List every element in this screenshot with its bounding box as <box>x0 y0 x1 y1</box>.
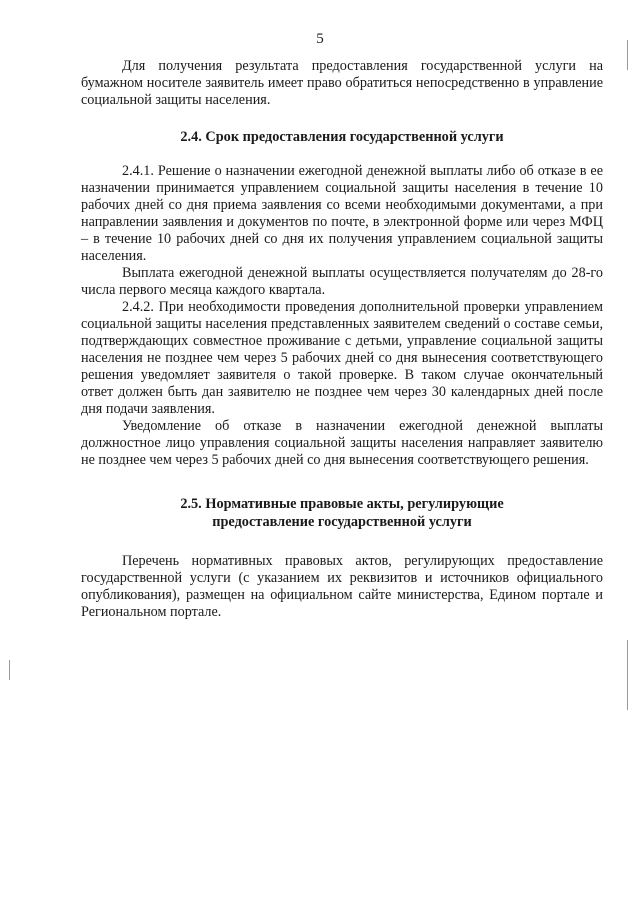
scan-edge-mark <box>627 40 628 70</box>
section-heading-2-5 <box>81 495 603 531</box>
document-body <box>81 58 603 621</box>
paragraph-2-4-2: 2.4.2. При необходимости проведения дополнительной проверки управлением социальной защиты населения представленных заявителем сведений о составе семьи, подтверждающих совместное проживание с детьми, управление социальной защиты населения не позднее чем через 5 рабочих дней со дня вынесения соответствующего решения уведомляет заявителя о такой проверке. В таком случае окончательный ответ должен быть дан заявителю не позднее чем через 30 календарных дней после дня подачи заявления. <box>81 299 603 417</box>
paragraph-refusal-notice: Уведомление об отказе в назначении ежегодной денежной выплаты должностное лицо управления социальной защиты населения направляет заявителю не позднее чем через 5 рабочих дней со дня вынесения соответствующего решения. <box>81 418 603 468</box>
paragraph-payment-deadline: Выплата ежегодной денежной выплаты осуществляется получателям до 28-го числа первого месяца каждого квартала. <box>81 265 603 298</box>
scan-edge-mark <box>627 640 628 710</box>
paragraph-legal-acts: Перечень нормативных правовых актов, регулирующих предоставление государственной услуги (с указанием их реквизитов и источников официального опубликования), размещен на официальном сайте министерства, Едином портале и Региональном портале. <box>81 553 603 620</box>
paragraph-2-4-1: 2.4.1. Решение о назначении ежегодной денежной выплаты либо об отказе в ее назначении принимается управлением социальной защиты населения в течение 10 рабочих дней со дня приема заявления со всеми необходимыми документами, а при направлении заявления и документов по почте, в электронной форме или через МФЦ – в течение 10 рабочих дней со дня их получения управлением социальной защиты населения. <box>81 163 603 264</box>
intro-paragraph: Для получения результата предоставления государственной услуги на бумажном носителе заявитель имеет право обратиться непосредственно в управление социальной защиты населения. <box>81 58 603 108</box>
scan-edge-mark <box>9 660 10 680</box>
section-heading-2-5-line2: предоставление государственной услуги <box>212 514 472 530</box>
section-heading-2-5-line1: 2.5. Нормативные правовые акты, регулирующие <box>180 496 504 512</box>
page-number: 5 <box>316 31 324 47</box>
section-heading-2-4: 2.4. Срок предоставления государственной услуги <box>180 129 504 145</box>
